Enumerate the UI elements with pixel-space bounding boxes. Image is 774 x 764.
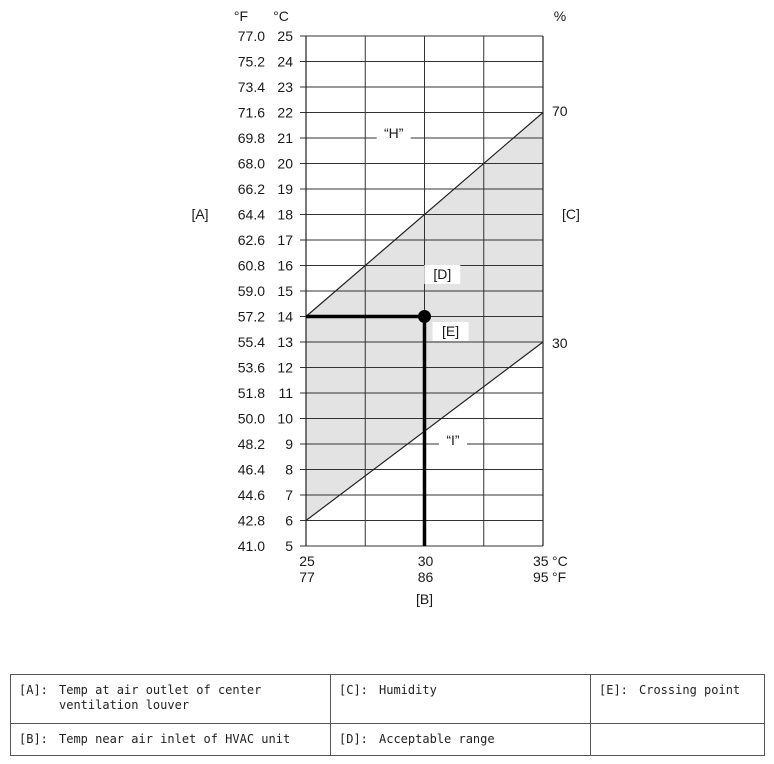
y-tick-label-f: 53.6 (237, 359, 265, 376)
y-tick-label-c: 25 (277, 28, 293, 44)
y-tick-label-f: 66.2 (237, 181, 265, 197)
y-tick-label-f: 59.0 (237, 283, 265, 299)
y-tick-label-f: 44.6 (237, 487, 265, 503)
y-tick-label-c: 17 (277, 232, 293, 248)
legend-key: [E]: (599, 683, 628, 697)
y-tick-label-c: 18 (277, 206, 293, 223)
right-unit-label: % (553, 8, 567, 24)
legend-row (11, 675, 765, 724)
y-tick-label-f: 57.2 (237, 308, 265, 325)
x-tick-label-c: 30 (417, 553, 434, 569)
y-unit-c: °C (273, 8, 289, 24)
legend-cell-d (331, 724, 591, 756)
y-tick-label-f: 48.2 (237, 436, 265, 452)
legend-cell-e (591, 675, 765, 724)
legend-cell-empty (591, 724, 765, 756)
x-unit-f: °F (552, 569, 567, 585)
y-tick-label-f: 41.0 (237, 538, 265, 554)
legend-cell-a (11, 675, 331, 724)
y-tick-label-f: 77.0 (237, 28, 265, 44)
legend-text: Temp at air outlet of center ventilation louver (59, 683, 262, 712)
humidity-label-30: 30 (552, 335, 568, 351)
humidity-label-70: 70 (552, 103, 568, 119)
y-tick-label-f: 50.0 (237, 410, 265, 427)
y-tick-label-f: 69.8 (237, 130, 265, 146)
legend-row (11, 724, 765, 756)
y-tick-label-c: 13 (277, 334, 293, 350)
y-tick-label-c: 16 (277, 257, 293, 274)
x-unit-c: °C (552, 553, 568, 569)
legend-text: Humidity (379, 683, 437, 697)
legend-cell-c (331, 675, 591, 724)
y-tick-label-f: 42.8 (237, 512, 265, 529)
x-axis-label: [B] (415, 591, 434, 607)
x-tick-label-f: 86 (417, 569, 434, 585)
y-tick-label-c: 15 (277, 283, 293, 299)
y-tick-label-c: 7 (285, 487, 293, 503)
y-tick-label-c: 10 (277, 410, 293, 427)
y-tick-label-c: 23 (277, 79, 293, 95)
legend-text: Acceptable range (379, 732, 495, 746)
legend-key: [B]: (19, 732, 48, 746)
crossing-label-e: [E] (442, 323, 460, 339)
y-tick-label-f: 68.0 (237, 155, 265, 172)
y-tick-label-c: 14 (277, 308, 293, 325)
legend-text: Crossing point (639, 683, 741, 697)
y-tick-label-f: 55.4 (237, 334, 265, 350)
y-tick-label-f: 62.6 (237, 232, 265, 248)
annotation-h: “H” (383, 125, 404, 141)
crossing-point-marker (418, 310, 431, 323)
legend-cell-b (11, 724, 331, 756)
y-tick-label-f: 73.4 (237, 79, 265, 95)
annotation-i: “I” (446, 432, 460, 448)
y-tick-label-f: 64.4 (237, 206, 265, 223)
region-label-d: [D] (433, 266, 452, 282)
y-axis-label: [A] (191, 206, 209, 222)
legend-key: [C]: (339, 683, 368, 697)
x-tick-label-c: 25 (299, 553, 315, 569)
y-tick-label-c: 5 (285, 538, 293, 554)
x-tick-label-c: 35 (533, 553, 549, 569)
legend-key: [D]: (339, 732, 368, 746)
y-tick-label-c: 11 (278, 385, 293, 401)
y-tick-label-c: 24 (277, 53, 293, 70)
y-tick-label-f: 75.2 (237, 53, 265, 70)
legend-table (10, 674, 765, 756)
right-axis-label: [C] (562, 206, 580, 222)
x-tick-label-f: 77 (299, 569, 315, 585)
y-unit-f: °F (233, 8, 249, 24)
y-tick-label-c: 19 (277, 181, 293, 197)
y-tick-label-c: 9 (285, 436, 293, 452)
y-tick-label-c: 20 (277, 155, 293, 172)
y-tick-label-c: 8 (285, 461, 293, 478)
y-tick-label-f: 51.8 (237, 385, 265, 401)
legend-key: [A]: (19, 683, 48, 697)
x-tick-label-f: 95 (533, 569, 549, 585)
y-tick-label-f: 46.4 (237, 461, 265, 478)
y-tick-label-c: 22 (277, 104, 293, 121)
y-tick-label-f: 71.6 (237, 104, 265, 121)
y-tick-label-f: 60.8 (237, 257, 265, 274)
y-tick-label-c: 21 (277, 130, 293, 146)
y-tick-label-c: 6 (285, 512, 293, 529)
y-tick-label-c: 12 (277, 359, 293, 376)
legend-text: Temp near air inlet of HVAC unit (59, 732, 291, 746)
